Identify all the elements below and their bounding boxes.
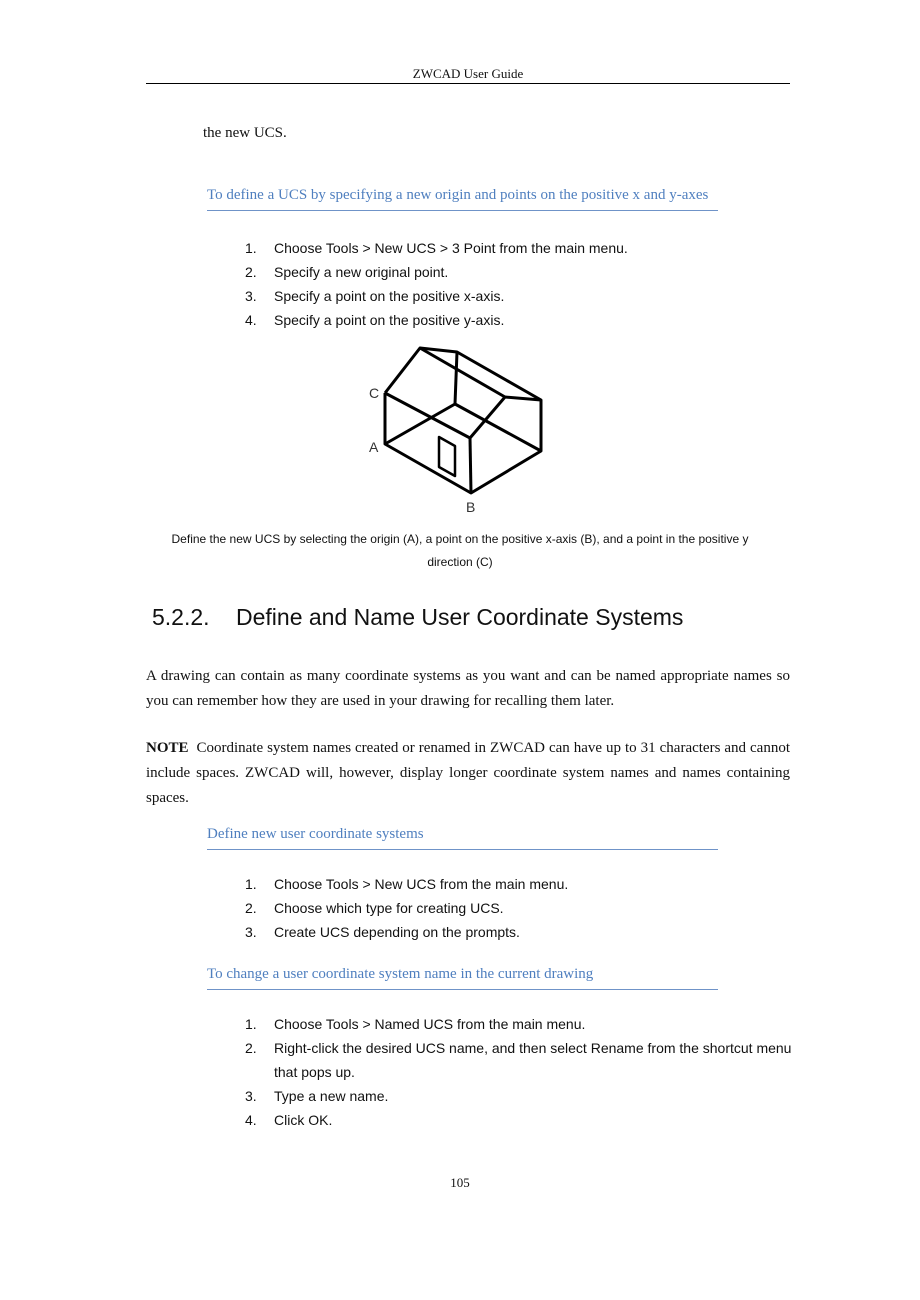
body-paragraph: A drawing can contain as many coordinate systems as you want and can be named appropriate names so you can remember how they are used in your drawing for recalling them later.: [146, 668, 790, 709]
list-item: 1. Choose Tools > New UCS > 3 Point from the main menu.: [245, 240, 628, 256]
page-header: ZWCAD User Guide: [412, 66, 524, 81]
figure-caption: Define the new UCS by selecting the origin (A), a point on the positive x-axis (B), and a point in the positive y direction (C): [171, 532, 749, 569]
list-item: that pops up.: [274, 1064, 355, 1080]
steps-list-rename-ucs: [245, 1016, 791, 1136]
label-a: A: [369, 439, 379, 455]
label-c: C: [369, 385, 380, 401]
list-item: 2. Specify a new original point.: [245, 264, 449, 280]
steps-list-define-ucs: [245, 876, 568, 948]
list-item: 3. Create UCS depending on the prompts.: [245, 924, 520, 940]
house-ucs-figure: [0, 0, 920, 530]
list-item: 4. Click OK.: [245, 1112, 333, 1128]
section-heading: 5.2.2. Define and Name User Coordinate Systems: [152, 604, 684, 630]
list-item: 1. Choose Tools > Named UCS from the main menu.: [245, 1016, 586, 1032]
subheading-rename-ucs: To change a user coordinate system name in the current drawing: [207, 966, 718, 990]
subheading-define-ucs: Define new user coordinate systems: [207, 826, 718, 850]
intro-text: the new UCS.: [203, 125, 287, 141]
label-b: B: [466, 499, 476, 515]
list-item: 2. Right-click the desired UCS name, and then select Rename from the shortcut menu: [245, 1040, 792, 1056]
subheading-3-point: To define a UCS by specifying a new origin and points on the positive x and y-axes: [207, 187, 718, 211]
list-item: 1. Choose Tools > New UCS from the main menu.: [245, 876, 569, 892]
list-item: 3. Type a new name.: [245, 1088, 389, 1104]
list-item: 2. Choose which type for creating UCS.: [245, 900, 504, 916]
note-paragraph: NOTE Coordinate system names created or renamed in ZWCAD can have up to 31 characters and cannot include spaces. ZWCAD will, however, display longer coordinate system names and names containing spaces.: [146, 740, 790, 806]
page-number: 105: [450, 1175, 470, 1190]
list-item: 3. Specify a point on the positive x-axis.: [245, 288, 505, 304]
list-item: 4. Specify a point on the positive y-axis.: [245, 312, 505, 328]
